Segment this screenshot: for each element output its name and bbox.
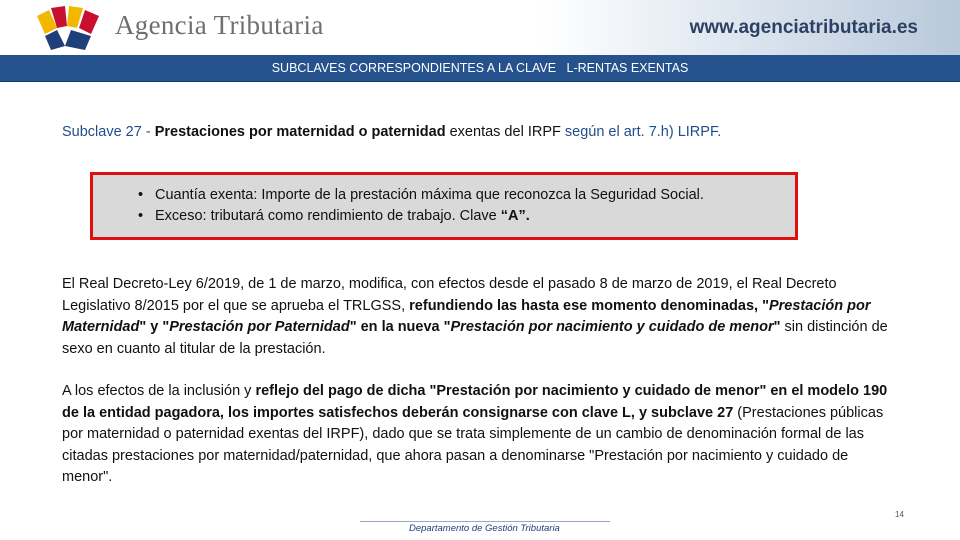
paragraph-modelo-190: A los efectos de la inclusión y reflejo del pago de dicha "Prestación por nacimiento y cuidado de menor" en el modelo 190 de la entidad pagadora, los importes satisfechos deberán consignarse con clave L, y subclave 27 (Prestaciones públicas por maternidad o paternidad exentas del IRPF), dado que se trata simplemente de un cambio de denominación formal de las citadas prestaciones por maternidad/paternidad, que ahora pasan a denominarse "Prestación por nacimiento y cuidado de menor". [62,383,888,485]
footer-department: Departamento de Gestión Tributaria [409,523,560,534]
subclave-label: Subclave 27 - [62,124,155,140]
clave-a: “A”. [500,208,530,224]
subclave-middle: exentas del IRPF [445,124,565,140]
bullet-list [93,175,795,227]
section-title-bar [0,55,960,82]
brand-name: Agencia Tributaria [115,10,324,40]
agencia-tributaria-logo-icon [35,6,101,50]
header [0,0,960,55]
bullet-exempt-amount: • Cuantía exenta: Importe de la prestación máxima que reconozca la Seguridad Social. [155,185,795,206]
header-gradient [540,0,960,55]
subclave-title: Prestaciones por maternidad o paternidad [154,124,446,140]
page-number: 14 [895,510,904,519]
footer-divider [360,521,610,522]
paragraph-royal-decree: El Real Decreto-Ley 6/2019, de 1 de marzo, modifica, con efectos desde el pasado 8 de marzo de 2019, el Real Decreto Legislativo 8/2015 por el que se aprueba el TRLGSS, refundiendo las hasta ese momento denominadas, "Prestación por Maternidad" y "Prestación por Paternidad" en la nueva "Prestación por nacimiento y cuidado de menor" sin distinción de sexo en cuanto al titular de la prestación. [62,276,888,357]
section-title: SUBCLAVES CORRESPONDIENTES A LA CLAVE L-RENTAS EXENTAS [271,61,689,75]
site-url-link[interactable]: www.agenciatributaria.es [689,17,918,38]
subclave-reference: según el art. 7.h) LIRPF. [564,124,722,140]
subclave-heading [62,123,922,141]
bullet-excess: • Exceso: tributará como rendimiento de trabajo. Clave “A”. [155,206,795,227]
highlight-box [90,172,798,240]
